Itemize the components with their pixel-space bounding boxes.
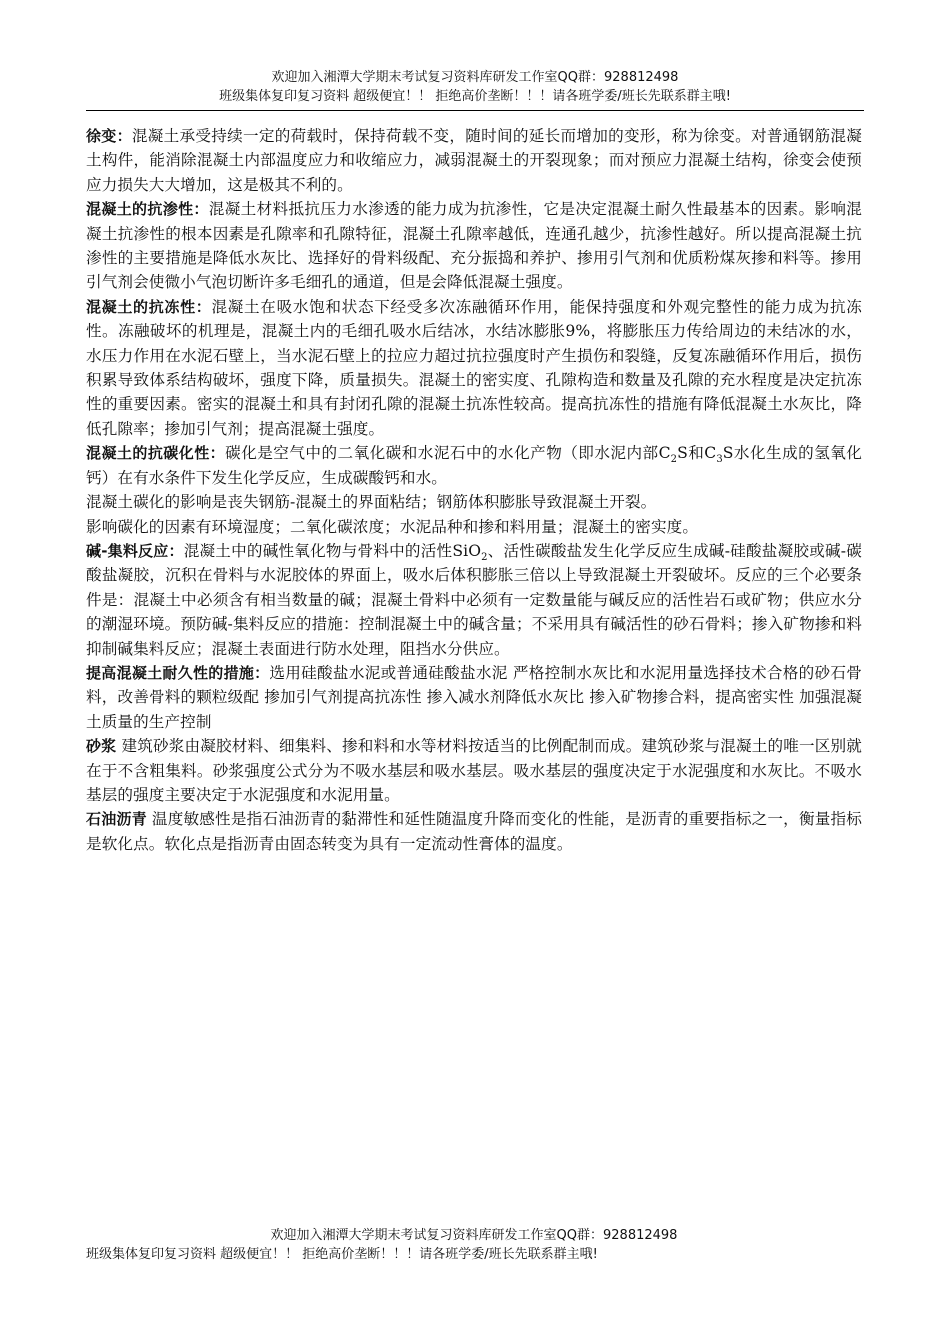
paragraph-text: 影响碳化的因素有环境湿度；二氧化碳浓度；水泥品种和掺和料用量；混凝土的密实度。 xyxy=(86,517,699,536)
paragraph-mortar xyxy=(86,734,862,807)
paragraph-carbonation-resistance xyxy=(86,441,862,490)
subscript: 2 xyxy=(670,454,678,466)
paragraph-alkali-aggregate xyxy=(86,539,862,661)
subscript: 3 xyxy=(716,454,723,466)
term-carbonation-resistance: 混凝土的抗碳化性： xyxy=(86,444,226,463)
paragraph-impermeability xyxy=(86,197,862,295)
paragraph-carbonation-effects xyxy=(86,490,862,514)
document-body xyxy=(86,124,862,856)
paragraph-text: 选用硅酸盐水泥或普通硅酸盐水泥 严格控制水灰比和水泥用量选择技术合格的砂石骨料，改善骨料的颗粒级配 掺加引气剂提高抗冻性 掺入减水剂降低水灰比 掺入矿物掺合料，提高密实性 加强混凝土质量的生产控制 xyxy=(86,663,862,731)
term-frost-resistance: 混凝土的抗冻性： xyxy=(86,297,212,316)
paragraph-text: 混凝土中的碱性氧化物与骨料中的活性SiO xyxy=(183,541,482,560)
paragraph-text: 混凝土碳化的影响是丧失钢筋-混凝土的界面粘结；钢筋体积膨胀导致混凝土开裂。 xyxy=(86,493,657,512)
page-header xyxy=(86,68,864,111)
paragraph-carbonation-factors xyxy=(86,515,862,539)
header-line-1: 欢迎加入湘潭大学期末考试复习资料库研发工作室QQ群：928812498 xyxy=(271,70,679,85)
paragraph-text: 碳化是空气中的二氧化碳和水泥石中的水化产物（即水泥内部C xyxy=(225,444,671,463)
term-durability-measures: 提高混凝土耐久性的措施： xyxy=(86,663,270,682)
paragraph-text: 混凝土在吸水饱和状态下经受多次冻融循环作用，能保持强度和外观完整性的能力成为抗冻性。冻融破坏的机理是，混凝土内的毛细孔吸水后结冰，水结冰膨胀9%，将膨胀压力传给周边的未结冰的水，水压力作用在水泥石壁上，当水泥石壁上的拉应力超过抗拉强度时产生损伤和裂缝，反复冻融循环作用后，损伤积累导致体系结构破坏，强度下降，质量损失。混凝土的密实度、孔隙构造和数量及孔隙的充水程度是决定抗冻性的重要因素。密实的混凝土和具有封闭孔隙的混凝土抗冻性较高。提高抗冻性的措施有降低混凝土水灰比，降低孔隙率；掺加引气剂；提高混凝土强度。 xyxy=(86,297,862,438)
paragraph-durability-measures xyxy=(86,661,862,734)
subscript: 2 xyxy=(481,552,488,564)
paragraph-creep xyxy=(86,124,862,197)
paragraph-text: 、活性碳酸盐发生化学反应生成碱-硅酸盐凝胶或碱-碳酸盐凝胶，沉积在骨料与水泥胶体的界面上，吸水后体积膨胀三倍以上导致混凝土开裂破坏。反应的三个必要条件是：混凝土中必须含有相当数量的碱；混凝土骨料中必须有一定数量能与碱反应的活性岩石或矿物；供应水分的潮湿环境。预防碱-集料反应的措施：控制混凝土中的碱含量；不采用具有碱活性的砂石骨料；掺入矿物掺和料抑制碱集料反应；混凝土表面进行防水处理，阻挡水分供应。 xyxy=(86,541,862,658)
header-line-2: 班级集体复印复习资料 超级便宜！！ 拒绝高价垄断！！！请各班学委/班长先联系群主哦! xyxy=(219,89,731,104)
term-impermeability: 混凝土的抗渗性： xyxy=(86,200,209,219)
term-alkali-aggregate: 碱-集料反应： xyxy=(86,541,184,560)
paragraph-frost-resistance xyxy=(86,295,862,441)
term-asphalt: 石油沥青 xyxy=(86,810,147,829)
paragraph-text: 混凝土承受持续一定的荷载时，保持荷载不变，随时间的延长而增加的变形，称为徐变。对普通钢筋混凝土构件，能消除混凝土内部温度应力和收缩应力，减弱混凝土的开裂现象；而对预应力混凝土结构，徐变会使预应力损失大大增加，这是极其不利的。 xyxy=(86,127,862,194)
footer-line-2: 班级集体复印复习资料 超级便宜！！ 拒绝高价垄断！！！请各班学委/班长先联系群主哦! xyxy=(86,1247,598,1262)
paragraph-text: 混凝土材料抵抗压力水渗透的能力成为抗渗性，它是决定混凝土耐久性最基本的因素。影响混凝土抗渗性的根本因素是孔隙率和孔隙特征，混凝土孔隙率越低，连通孔越少，抗渗性越好。所以提高混凝土抗渗性的主要措施是降低水灰比、选择好的骨料级配、充分振捣和养护、掺用引气剂和优质粉煤灰掺和料等。掺用引气剂会使微小气泡切断许多毛细孔的通道，但是会降低混凝土强度。 xyxy=(86,200,862,292)
paragraph-text: 建筑砂浆由凝胶材料、细集料、掺和料和水等材料按适当的比例配制而成。建筑砂浆与混凝土的唯一区别就在于不含粗集料。砂浆强度公式分为不吸水基层和吸水基层。吸水基层的强度决定于水泥强度和水灰比。不吸水基层的强度主要决定于水泥强度和水泥用量。 xyxy=(86,737,862,804)
footer-line-1: 欢迎加入湘潭大学期末考试复习资料库研发工作室QQ群：928812498 xyxy=(270,1228,678,1243)
paragraph-text: S水化生成的氢氧化钙）在有水条件下发生化学反应，生成碳酸钙和水。 xyxy=(86,444,862,487)
paragraph-asphalt xyxy=(86,807,862,856)
paragraph-text: 温度敏感性是指石油沥青的黏滞性和延性随温度升降而变化的性能，是沥青的重要指标之一，衡量指标是软化点。软化点是指沥青由固态转变为具有一定流动性膏体的温度。 xyxy=(86,810,863,853)
term-mortar: 砂浆 xyxy=(86,737,117,756)
paragraph-text: S和C xyxy=(677,444,717,463)
term-creep: 徐变： xyxy=(86,127,132,145)
page-footer xyxy=(86,1226,862,1264)
